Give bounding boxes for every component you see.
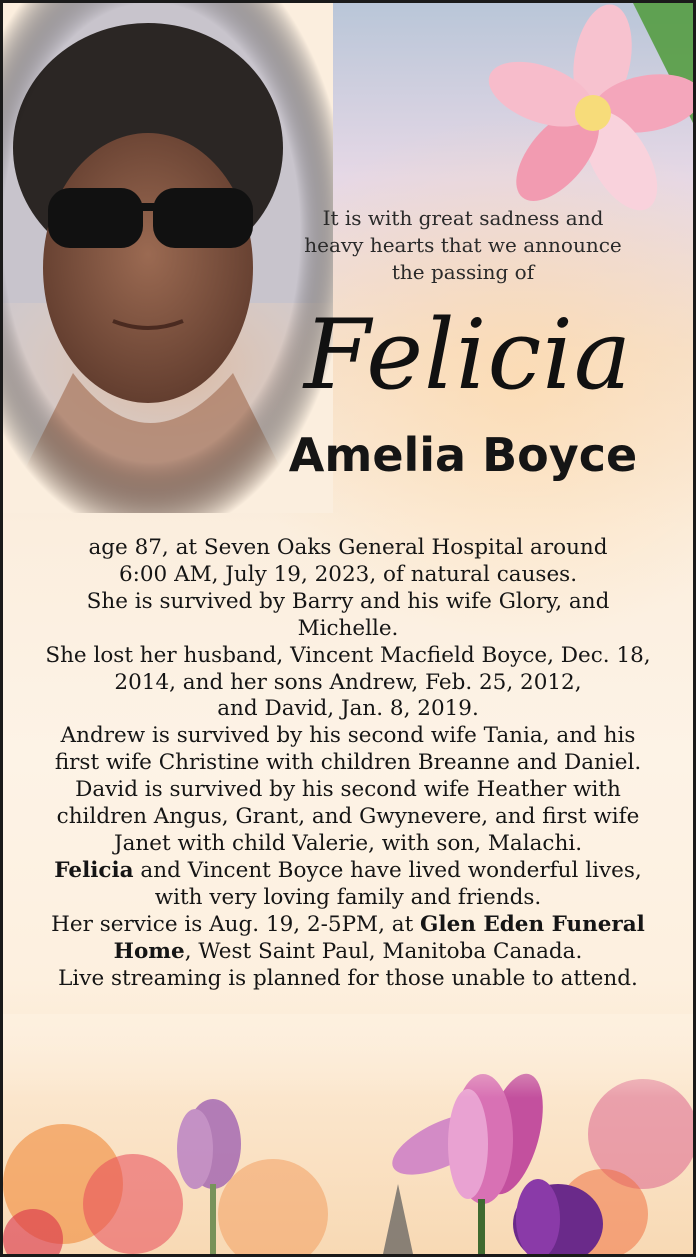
body-line: Live streaming is planned for those unable to attend. <box>58 965 638 991</box>
funeral-home-name: Home <box>113 938 185 964</box>
body-line: with very loving family and friends. <box>154 884 542 910</box>
body-line: children Angus, Grant, and Gwynevere, and first wife <box>56 804 640 830</box>
body-line: Michelle. <box>297 615 399 641</box>
first-name: Felicia <box>303 299 633 411</box>
body-line: Janet with child Valerie, with son, Malachi. <box>113 830 583 856</box>
body-line: She lost her husband, Vincent Macfield Boyce, Dec. 18, <box>45 642 651 668</box>
body-line <box>17 912 679 939</box>
body-line <box>17 858 679 885</box>
obituary-body <box>17 535 679 992</box>
body-text-span: Her service is Aug. 19, 2-5PM, at <box>51 911 421 937</box>
intro-line: heavy hearts that we announce <box>304 233 622 257</box>
body-line <box>17 939 679 966</box>
intro-line: the passing of <box>391 260 535 284</box>
bold-name: Felicia <box>54 857 134 883</box>
middle-last-name: Amelia Boyce <box>288 428 638 482</box>
body-line: 6:00 AM, July 19, 2023, of natural causes. <box>118 561 578 587</box>
body-line: first wife Christine with children Breanne and Daniel. <box>54 750 642 776</box>
body-line: Andrew is survived by his second wife Tania, and his <box>60 723 636 749</box>
funeral-home-name: Glen Eden Funeral <box>420 911 645 937</box>
body-line: She is survived by Barry and his wife Glory, and <box>86 588 610 614</box>
intro-text <box>303 205 623 286</box>
intro-line: It is with great sadness and <box>322 206 604 230</box>
body-line: and David, Jan. 8, 2019. <box>217 696 479 722</box>
body-text-span: and Vincent Boyce have lived wonderful lives, <box>133 857 642 883</box>
body-line: age 87, at Seven Oaks General Hospital around <box>88 535 608 560</box>
body-text-span: , West Saint Paul, Manitoba Canada. <box>184 938 583 964</box>
body-line: David is survived by his second wife Heather with <box>75 777 621 803</box>
body-line: 2014, and her sons Andrew, Feb. 25, 2012, <box>114 669 582 695</box>
tulip-flowers-icon <box>3 1014 696 1254</box>
